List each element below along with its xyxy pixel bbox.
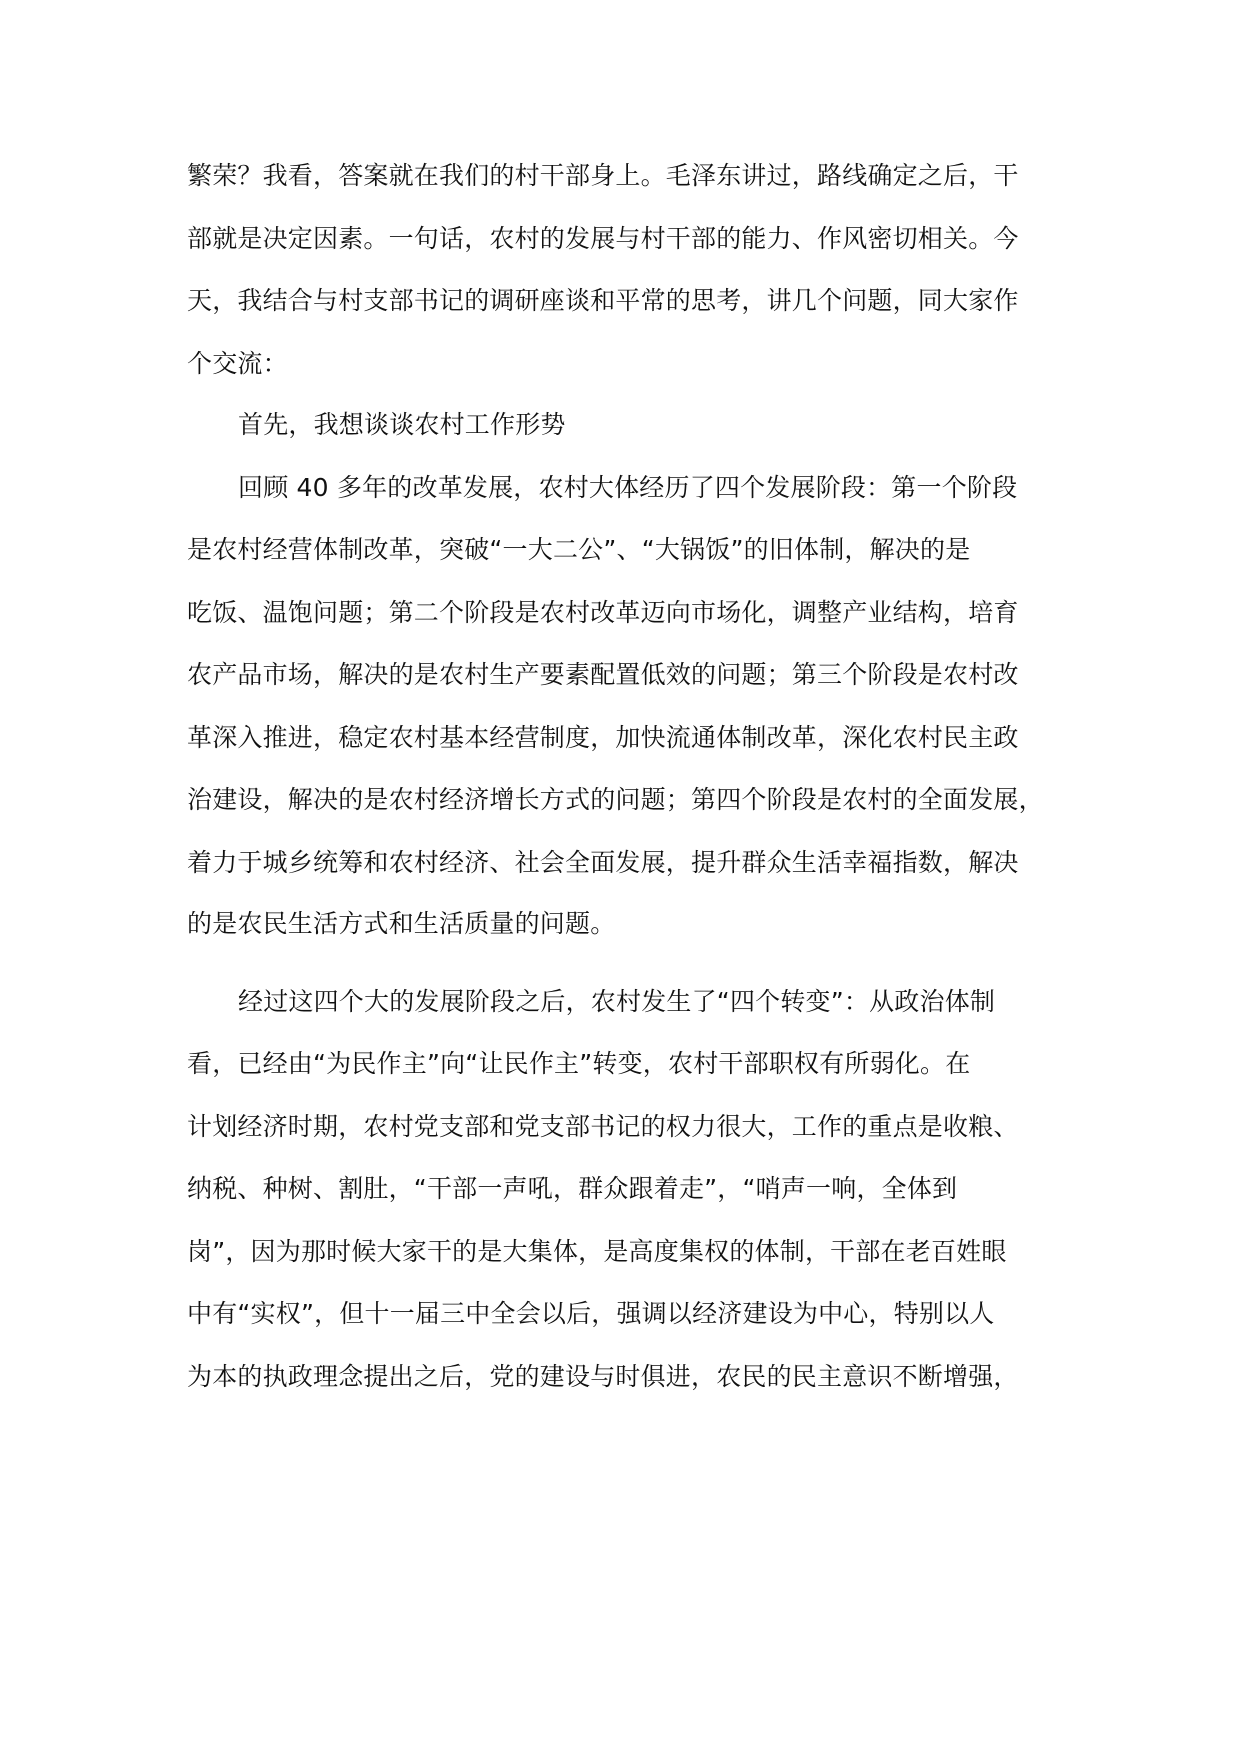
text-line: 为本的执政理念提出之后，党的建设与时俱进，农民的民主意识不断增强， (187, 1362, 1019, 1391)
text-line: 的是农民生活方式和生活质量的问题。 (187, 909, 616, 938)
text-line: 个交流： (187, 349, 288, 378)
text-line: 吃饭、温饱问题；第二个阶段是农村改革迈向市场化，调整产业结构，培育 (187, 598, 1019, 627)
text-line: 农产品市场，解决的是农村生产要素配置低效的问题；第三个阶段是农村改 (187, 660, 1019, 689)
text-line: 部就是决定因素。一句话，农村的发展与村干部的能力、作风密切相关。今 (187, 224, 1019, 253)
paragraph-first-line: 经过这四个大的发展阶段之后，农村发生了“四个转变”：从政治体制 (238, 987, 996, 1016)
text-line: 看，已经由“为民作主”向“让民作主”转变，农村干部职权有所弱化。在 (187, 1049, 971, 1078)
text-line: 革深入推进，稳定农村基本经营制度，加快流通体制改革，深化农村民主政 (187, 723, 1019, 752)
text-line: 纳税、种树、割肚，“干部一声吼，群众跟着走”，“哨声一响，全体到 (187, 1174, 958, 1203)
paragraph-first-line: 回顾 40 多年的改革发展，农村大体经历了四个发展阶段：第一个阶段 (238, 473, 1018, 502)
text-line: 天，我结合与村支部书记的调研座谈和平常的思考，讲几个问题，同大家作 (187, 286, 1019, 315)
text-line: 计划经济时期，农村党支部和党支部书记的权力很大，工作的重点是收粮、 (187, 1112, 1019, 1141)
text-line: 着力于城乡统筹和农村经济、社会全面发展，提升群众生活幸福指数，解决 (187, 848, 1019, 877)
text-line: 中有“实权”，但十一届三中全会以后，强调以经济建设为中心，特别以人 (187, 1299, 995, 1328)
text-line: 治建设，解决的是农村经济增长方式的问题；第四个阶段是农村的全面发展， (187, 785, 1044, 814)
text-line: 是农村经营体制改革，突破“一大二公”、“大锅饭”的旧体制，解决的是 (187, 535, 971, 564)
section-heading: 首先，我想谈谈农村工作形势 (238, 410, 566, 439)
text-line: 繁荣？我看，答案就在我们的村干部身上。毛泽东讲过，路线确定之后，干 (187, 161, 1019, 190)
text-line: 岗”，因为那时候大家干的是大集体，是高度集权的体制，干部在老百姓眼 (187, 1237, 1007, 1266)
